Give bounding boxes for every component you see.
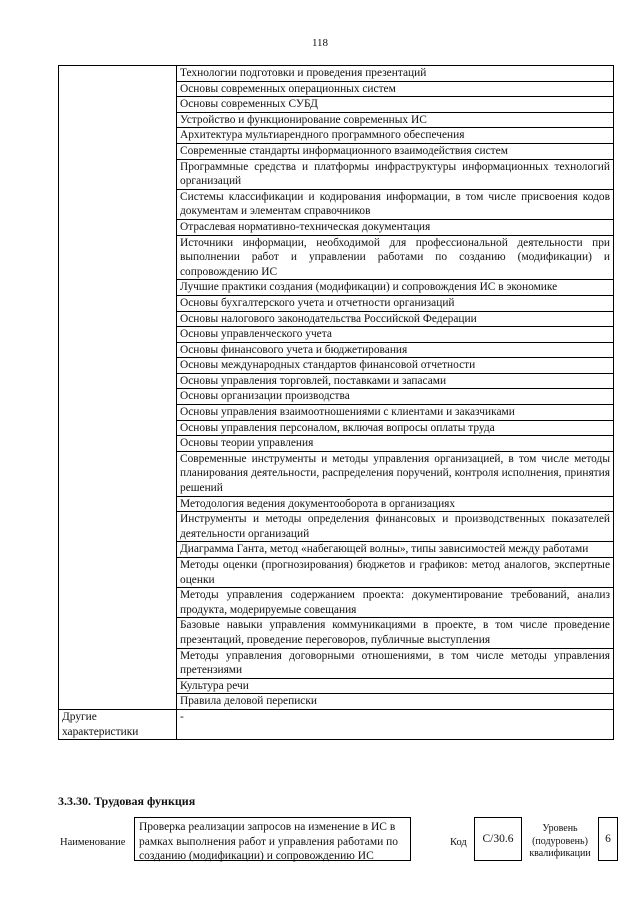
knowledge-item: Методы оценки (прогнозирования) бюджетов и графиков: метод аналогов, экспертные оценки — [177, 558, 614, 588]
code-label: Код — [450, 837, 467, 848]
other-characteristics-row — [59, 709, 614, 739]
knowledge-item: Правила деловой переписки — [177, 694, 614, 710]
other-characteristics-label: Другие характеристики — [59, 709, 177, 739]
function-name-box: Проверка реализации запросов на изменение в ИС в рамках выполнения работ и управления работами по созданию (модификации) и сопровождению ИС — [134, 817, 411, 861]
knowledge-item: Основы управления взаимоотношениями с клиентами и заказчиками — [177, 405, 614, 421]
page-number: 118 — [311, 37, 329, 49]
knowledge-item: Основы современных операционных систем — [177, 81, 614, 97]
knowledge-item: Методология ведения документооборота в организациях — [177, 496, 614, 512]
name-label: Наименование — [60, 837, 126, 848]
knowledge-item: Основы налогового законодательства Российской Федерации — [177, 311, 614, 327]
knowledge-item: Методы управления договорными отношениями, в том числе методы управления претензиями — [177, 648, 614, 678]
section-title: 3.3.30. Трудовая функция — [58, 794, 196, 808]
knowledge-item: Технологии подготовки и проведения презентаций — [177, 66, 614, 82]
knowledge-table-body — [59, 66, 614, 710]
knowledge-item: Лучшие практики создания (модификации) и сопровождения ИС в экономике — [177, 280, 614, 296]
knowledge-item: Основы финансового учета и бюджетирования — [177, 342, 614, 358]
knowledge-item: Базовые навыки управления коммуникациями в проекте, в том числе проведение презентаций, проведение переговоров, публичные выступления — [177, 618, 614, 648]
knowledge-item: Источники информации, необходимой для профессиональной деятельности при выполнении работ и управлении работами по созданию (модификации) и сопровождению ИС — [177, 235, 614, 280]
knowledge-item: Основы управления персоналом, включая вопросы оплаты труда — [177, 420, 614, 436]
knowledge-item: Основы управления торговлей, поставками и запасами — [177, 373, 614, 389]
knowledge-item: Основы бухгалтерского учета и отчетности организаций — [177, 295, 614, 311]
knowledge-item: Системы классификации и кодирования информации, в том числе присвоения кодов документам и элементам справочников — [177, 189, 614, 219]
knowledge-item: Современные стандарты информационного взаимодействия систем — [177, 143, 614, 159]
knowledge-item: Основы международных стандартов финансовой отчетности — [177, 358, 614, 374]
level-box: 6 — [598, 817, 618, 861]
knowledge-item: Программные средства и платформы инфраструктуры информационных технологий организаций — [177, 159, 614, 189]
level-label: Уровень (подуровень) квалификации — [529, 823, 591, 859]
knowledge-item: Диаграмма Ганта, метод «набегающей волны», типы зависимостей между работами — [177, 542, 614, 558]
code-box: С/30.6 — [474, 817, 522, 861]
knowledge-item: Основы теории управления — [177, 436, 614, 452]
knowledge-item: Основы управленческого учета — [177, 327, 614, 343]
knowledge-section-cell — [59, 66, 177, 710]
knowledge-item: Устройство и функционирование современных ИС — [177, 112, 614, 128]
knowledge-item: Основы современных СУБД — [177, 97, 614, 113]
labor-function-header — [58, 815, 618, 865]
knowledge-item: Основы организации производства — [177, 389, 614, 405]
knowledge-item: Современные инструменты и методы управления организацией, в том числе методы планирования деятельности, распределения поручений, контроля исполнения, принятия решений — [177, 451, 614, 496]
knowledge-item: Архитектура мультиарендного программного обеспечения — [177, 128, 614, 144]
other-characteristics-value: - — [177, 709, 614, 739]
knowledge-item: Инструменты и методы определения финансовых и производственных показателей деятельности организаций — [177, 512, 614, 542]
knowledge-row — [59, 66, 614, 82]
knowledge-table — [58, 65, 614, 740]
knowledge-item: Культура речи — [177, 678, 614, 694]
knowledge-item: Отраслевая нормативно-техническая документация — [177, 219, 614, 235]
knowledge-item: Методы управления содержанием проекта: документирование требований, анализ продукта, модерируемые совещания — [177, 588, 614, 618]
